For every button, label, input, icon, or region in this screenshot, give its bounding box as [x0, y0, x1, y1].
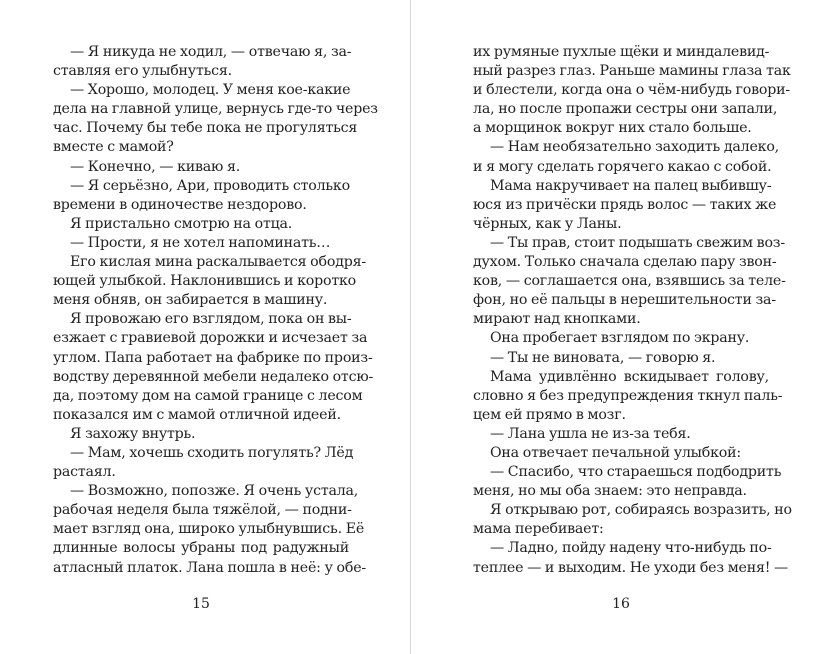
text-line: ла, но после пропажи сестры они запали, — [473, 101, 778, 118]
text-line: растаял. — [53, 464, 116, 481]
paragraph — [473, 463, 782, 501]
paragraph — [473, 501, 792, 539]
right-page-number: 16 — [612, 596, 630, 612]
text-line: и блестели, когда она о чём-нибудь говори- — [473, 82, 790, 99]
book-spine-divider — [410, 0, 411, 654]
left-page-number: 15 — [192, 596, 210, 612]
text-line: Его кислая мина раскалывается ободря- — [70, 254, 366, 271]
text-line: углом. Папа работает на фабрике по произ- — [53, 349, 373, 366]
paragraph — [473, 444, 769, 463]
text-line: Я захожу внутрь. — [70, 425, 196, 442]
text-line: времени в одиночестве нездорово. — [53, 196, 307, 213]
left-page-text — [53, 43, 378, 578]
paragraph — [473, 368, 783, 425]
text-line: а морщинок вокруг них стало больше. — [473, 120, 752, 137]
text-line: длинные волосы убраны под радужный — [53, 540, 349, 557]
paragraph — [53, 177, 349, 215]
text-line: езжает с гравиевой дорожки и исчезает за — [53, 330, 368, 347]
paragraph — [473, 539, 789, 577]
text-line: — Ты прав, стоит подышать свежим воз- — [490, 234, 785, 251]
paragraph — [53, 81, 378, 157]
text-line: дела на главной улице, вернусь где-то через — [53, 101, 378, 118]
text-line: — Мам, хочешь сходить погулять? Лёд — [70, 444, 354, 461]
text-line: Она отвечает печальной улыбкой: — [490, 444, 741, 461]
text-line: — Спасибо, что стараешься подбодрить — [490, 464, 782, 481]
text-line: вместе с мамой? — [53, 139, 174, 156]
paragraph — [473, 234, 786, 329]
paragraph — [53, 425, 349, 444]
text-line: фон, но её пальцы в нерешительности за- — [473, 292, 776, 309]
text-line: мама перебивает: — [473, 521, 604, 538]
text-line: Я открываю рот, собираясь возразить, но — [490, 502, 792, 519]
text-line: ющей улыбкой. Наклонившись и коротко — [53, 273, 357, 290]
paragraph — [53, 234, 349, 253]
text-line: — Я серьёзно, Ари, проводить столько — [70, 177, 350, 194]
paragraph — [473, 43, 791, 138]
text-line: Я пристально смотрю на отца. — [70, 215, 293, 232]
text-line: Мама накручивает на палец выбившу- — [490, 177, 772, 194]
paragraph — [473, 138, 779, 176]
text-line: меня, но мы оба знаем: это неправда. — [473, 483, 747, 500]
paragraph — [473, 177, 777, 234]
text-line: да, поэтому дом на самой границе с лесом — [53, 387, 363, 404]
text-line: час. Почему бы тебе пока не прогуляться — [53, 120, 358, 137]
text-line: — Я никуда не ходил, — отвечаю я, за- — [70, 44, 352, 60]
text-line: — Ладно, пойду надену что-нибудь по- — [490, 540, 772, 557]
text-line: атласный платок. Лана пошла в неё: у обе- — [53, 559, 366, 576]
text-line: цем ей прямо в мозг. — [473, 406, 626, 423]
text-line: рабочая неделя была тяжёлой, — подни- — [53, 502, 352, 519]
text-line: их румяные пухлые щёки и миндалевид- — [473, 44, 770, 60]
text-line: словно я без предупреждения ткнул паль- — [473, 387, 783, 404]
text-line: юся из причёски прядь волос — таких же — [473, 196, 777, 213]
text-line: меня обняв, он забирается в машину. — [53, 292, 328, 309]
paragraph — [53, 215, 349, 234]
text-line: ный разрез глаз. Раньше мамины глаза так — [473, 63, 791, 80]
text-line: — Лана ушла не из-за тебя. — [490, 425, 691, 442]
paragraph — [53, 310, 374, 425]
text-line: мирают над кнопками. — [473, 311, 641, 328]
text-line: Мама удивлённо вскидывает голову, — [490, 368, 769, 385]
text-line: ков, — соглашается она, взявшись за теле- — [473, 273, 786, 290]
paragraph — [53, 253, 366, 310]
text-line: — Хорошо, молодец. У меня кое-какие — [70, 82, 351, 99]
paragraph — [53, 43, 352, 81]
paragraph — [473, 349, 769, 368]
right-page-text — [473, 43, 792, 578]
text-line: мает взгляд она, широко улыбнувшись. Её — [53, 521, 365, 538]
text-line: Я провожаю его взглядом, пока он вы- — [70, 311, 352, 328]
text-line: — Нам необязательно заходить далеко, — [490, 139, 779, 156]
text-line: духом. Только сначала сделаю пару звон- — [473, 254, 777, 271]
text-line: водству деревянной мебели недалеко отсю- — [53, 368, 374, 385]
text-line: — Конечно, — киваю я. — [70, 158, 241, 175]
text-line: — Ты не виновата, — говорю я. — [490, 349, 716, 366]
text-line: — Прости, я не хотел напоминать… — [70, 234, 331, 251]
text-line: показался им с мамой отличной идеей. — [53, 406, 341, 423]
text-line: чёрных, как у Ланы. — [473, 215, 622, 232]
paragraph — [53, 158, 349, 177]
text-line: Она пробегает взглядом по экрану. — [490, 330, 750, 347]
text-line: ставляя его улыбнуться. — [53, 63, 232, 80]
text-line: — Возможно, попозже. Я очень устала, — [70, 483, 359, 500]
text-line: и я могу сделать горячего какао с собой. — [473, 158, 772, 175]
paragraph — [473, 329, 769, 348]
text-line: теплее — и выходим. Не уходи без меня! — — [473, 559, 789, 576]
paragraph — [53, 444, 354, 482]
paragraph — [473, 425, 769, 444]
paragraph — [53, 482, 366, 577]
